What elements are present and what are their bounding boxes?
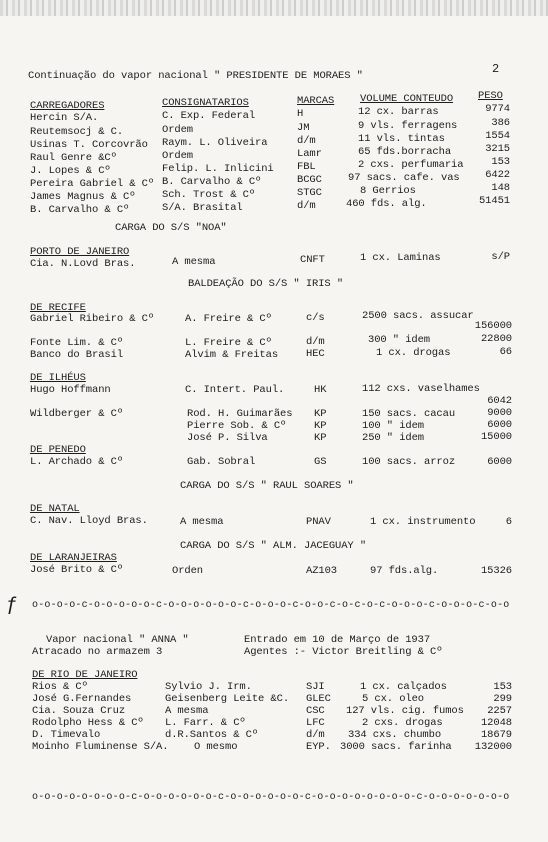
page-title: Continuação do vapor nacional " PRESIDENTE DE MORAES "	[28, 70, 363, 82]
separator-line: o-o-o-o-c-o-o-o-o-o-c-o-o-o-o-o-o-c-o-o-o-c-o-o-c-o-c-o-c-o-o-o-c-o-o-o-c-o-o	[32, 600, 510, 611]
volumes-cell: 300 " idem	[368, 334, 431, 346]
volumes-cell: 12 cx. barras	[358, 106, 439, 118]
header-volumes: VOLUME CONTEUDO	[360, 93, 454, 105]
volumes-cell: 334 cxs. chumbo	[348, 729, 442, 741]
weight-cell: 153	[493, 681, 512, 693]
consignor-cell: Rodolpho Hess & Cº	[32, 717, 144, 729]
port-heading-penedo: DE PENEDO	[30, 444, 86, 456]
consignor-cell: J. Lopes & Cº	[30, 165, 111, 177]
weight-cell: 6	[505, 516, 512, 528]
volumes-cell: 1 cx. Laminas	[360, 252, 441, 264]
consignee-cell: O mesmo	[194, 741, 238, 753]
volumes-cell: 97 sacs. cafe. vas	[348, 172, 460, 184]
consignor-cell: Usinas T. Corcovrão	[30, 139, 148, 151]
weight-cell: 132000	[474, 741, 512, 753]
consignee-cell: C. Intert. Paul.	[185, 384, 285, 396]
scan-top-edge	[0, 0, 548, 16]
volumes-cell: 1 cx. calçados	[360, 681, 447, 693]
header-weight: PESO	[478, 90, 503, 102]
weight-cell: 12048	[480, 717, 512, 729]
marks-cell: HEC	[306, 348, 325, 360]
consignee-cell: A mesma	[172, 256, 216, 268]
weight-cell: 6000	[487, 456, 512, 468]
volumes-cell: 112 cxs. vaselhames	[362, 383, 480, 395]
consignee-cell: A mesma	[180, 516, 224, 528]
weight-cell: 156000	[474, 320, 512, 332]
consignee-cell: d.R.Santos & Cº	[165, 729, 259, 741]
weight-cell: 386	[491, 117, 510, 129]
weight-cell: 299	[493, 693, 512, 705]
consignee-cell: Sylvio J. Irm.	[165, 681, 252, 693]
weight-cell: 6000	[487, 419, 512, 431]
port-heading-laranjeiras: DE LARANJEIRAS	[30, 552, 117, 564]
consignee-cell: Rod. H. Guimarães	[187, 408, 293, 420]
consignee-cell: Orden	[172, 565, 204, 577]
marks-cell: JM	[297, 122, 310, 134]
section-heading-cargo-noa: CARGA DO S/S "NOA"	[115, 222, 227, 234]
volumes-cell: 1 cx. instrumento	[370, 516, 476, 528]
weight-cell: 153	[491, 156, 510, 168]
consignor-cell: Wildberger & Cº	[30, 408, 124, 420]
consignor-cell: José G.Fernandes	[32, 693, 132, 705]
marks-cell: d/m	[306, 729, 325, 741]
consignee-cell: A mesma	[165, 705, 209, 717]
vapor-name: Vapor nacional " ANNA "	[46, 634, 189, 646]
consignor-cell: Fonte Lim. & Cº	[30, 337, 124, 349]
consignor-cell: Hugo Hoffmann	[30, 384, 111, 396]
margin-mark: ƒ	[6, 594, 19, 617]
weight-cell: 22800	[480, 333, 512, 345]
marks-cell: KP	[314, 408, 327, 420]
consignor-cell: C. Nav. Lloyd Bras.	[30, 515, 148, 527]
marks-cell: BCGC	[297, 174, 322, 186]
consignor-cell: Hercin S/A.	[30, 112, 99, 124]
consignor-cell: Cia. Souza Cruz	[32, 705, 126, 717]
weight-cell: 9774	[485, 103, 510, 115]
consignor-cell: James Magnus & Cº	[30, 191, 136, 203]
consignor-cell: Rios & Cº	[32, 681, 88, 693]
marks-cell: CNFT	[300, 254, 325, 266]
marks-cell: H	[297, 108, 304, 120]
volumes-cell: 5 cx. oleo	[362, 693, 425, 705]
volumes-cell: 250 " idem	[362, 432, 425, 444]
volumes-cell: 9 vls. ferragens	[358, 120, 458, 132]
marks-cell: SJI	[306, 681, 325, 693]
page-number: 2	[492, 62, 500, 76]
marks-cell: d/m	[297, 135, 316, 147]
weight-cell: s/P	[491, 251, 510, 263]
marks-cell: KP	[314, 420, 327, 432]
weight-cell: 66	[499, 346, 512, 358]
weight-cell: 15326	[480, 565, 512, 577]
consignor-cell: Raul Genre &Cº	[30, 152, 117, 164]
volumes-cell: 8 Gerrios	[360, 185, 416, 197]
section-heading-baldeacao-iris: BALDEAÇÃO DO S/S " IRIS "	[188, 278, 344, 290]
header-consignor: CARREGADORES	[30, 100, 105, 112]
port-heading-ilheus: DE ILHÉUS	[30, 372, 86, 384]
section-heading-cargo-raul-soares: CARGA DO S/S " RAUL SOARES "	[180, 480, 354, 492]
marks-cell: c/s	[306, 312, 325, 324]
bottom-separator-line: o-o-o-o-o-o-o-o-c-o-o-o-o-o-o-c-o-o-o-o-o-o-c-o-o-o-o-o-o-o-o-c-o-o-o-o-o-o-o	[32, 792, 510, 803]
port-heading-rio-de-janeiro: DE RIO DE JANEIRO	[32, 669, 138, 681]
weight-cell: 3215	[485, 143, 510, 155]
consignee-cell: L. Farr. & Cº	[165, 717, 246, 729]
marks-cell: EYP.	[306, 741, 331, 753]
marks-cell: CSC	[306, 705, 325, 717]
marks-cell: KP	[314, 432, 327, 444]
marks-cell: STGC	[297, 187, 322, 199]
agents-info: Agentes :- Victor Breitling & Cº	[244, 646, 443, 658]
consignee-cell: Pierre Sob. & Cº	[187, 420, 287, 432]
weight-cell: 2257	[487, 705, 512, 717]
volumes-cell: 127 vls. cig. fumos	[346, 705, 464, 717]
marks-cell: d/m	[297, 200, 316, 212]
volumes-cell: 2 cxs. drogas	[362, 717, 443, 729]
weight-cell: 18679	[480, 729, 512, 741]
marks-cell: PNAV	[306, 516, 331, 528]
consignor-cell: D. Timevalo	[32, 729, 101, 741]
header-marks: MARCAS	[297, 95, 335, 107]
marks-cell: Lamr	[297, 148, 322, 160]
consignor-cell: Moinho Fluminense S/A.	[32, 741, 169, 753]
consignee-cell: Sch. Trost & Cº	[162, 189, 256, 201]
consignee-cell: Ordem	[162, 150, 194, 162]
port-heading-natal: DE NATAL	[30, 503, 80, 515]
marks-cell: d/m	[306, 336, 325, 348]
consignee-cell: Geisenberg Leite &C.	[165, 693, 290, 705]
marks-cell: AZ103	[306, 565, 338, 577]
consignee-cell: Raym. L. Oliveira	[162, 137, 268, 149]
consignor-cell: Gabriel Ribeiro & Cº	[30, 313, 155, 325]
consignee-cell: José P. Silva	[187, 432, 268, 444]
weight-cell: 6422	[485, 169, 510, 181]
section-heading-cargo-jaceguay: CARGA DO S/S " ALM. JACEGUAY "	[180, 540, 367, 552]
consignor-cell: José Brito & Cº	[30, 564, 124, 576]
consignee-cell: C. Exp. Federal	[162, 110, 256, 122]
volumes-cell: 460 fds. alg.	[346, 198, 427, 210]
marks-cell: FBL	[297, 161, 316, 173]
consignor-cell: Cia. N.Lovd Bras.	[30, 258, 136, 270]
consignee-cell: Felip. L. Inlicini	[162, 163, 274, 175]
volumes-cell: 100 sacs. arroz	[362, 456, 456, 468]
weight-cell: 6042	[487, 395, 512, 407]
arrival-date: Entrado em 10 de Março de 1937	[244, 634, 431, 646]
consignee-cell: B. Carvalho & Cº	[162, 176, 262, 188]
marks-cell: LFC	[306, 717, 325, 729]
weight-cell: 15000	[480, 431, 512, 443]
header-consignee: CONSIGNATARIOS	[162, 97, 249, 109]
consignor-cell: L. Archado & Cº	[30, 456, 124, 468]
port-heading-rio: PORTO DE JANEIRO	[30, 246, 130, 258]
volumes-cell: 97 fds.alg.	[370, 565, 439, 577]
volumes-cell: 1 cx. drogas	[376, 347, 451, 359]
consignee-cell: L. Freire & Cº	[185, 337, 272, 349]
volumes-cell: 150 sacs. cacau	[362, 408, 456, 420]
marks-cell: GS	[314, 456, 327, 468]
weight-cell: 1554	[485, 130, 510, 142]
volumes-cell: 65 fds.borracha	[358, 146, 452, 158]
volumes-cell: 2 cxs. perfumaria	[358, 159, 464, 171]
consignee-cell: S/A. Brasital	[162, 202, 243, 214]
warehouse-info: Atracado no armazem 3	[32, 646, 163, 658]
consignee-cell: Alvim & Freitas	[185, 349, 279, 361]
marks-cell: HK	[314, 384, 327, 396]
volumes-cell: 11 vls. tintas	[358, 133, 445, 145]
weight-cell: 9000	[487, 407, 512, 419]
port-heading-recife: DE RECIFE	[30, 302, 86, 314]
consignor-cell: B. Carvalho & Cº	[30, 204, 130, 216]
weight-cell: 51451	[478, 195, 510, 207]
marks-cell: GLEC	[306, 693, 331, 705]
volumes-cell: 2500 sacs. assucar	[362, 310, 474, 322]
consignor-cell: Banco do Brasil	[30, 349, 124, 361]
consignee-cell: Gab. Sobral	[187, 456, 256, 468]
consignee-cell: Ordem	[162, 124, 194, 136]
volumes-cell: 100 " idem	[362, 420, 425, 432]
volumes-cell: 3000 sacs. farinha	[340, 741, 452, 753]
consignor-cell: Reutemsocj & C.	[30, 126, 124, 138]
consignee-cell: A. Freire & Cº	[185, 313, 272, 325]
weight-cell: 148	[491, 182, 510, 194]
consignor-cell: Pereira Gabriel & Cº	[30, 178, 155, 190]
